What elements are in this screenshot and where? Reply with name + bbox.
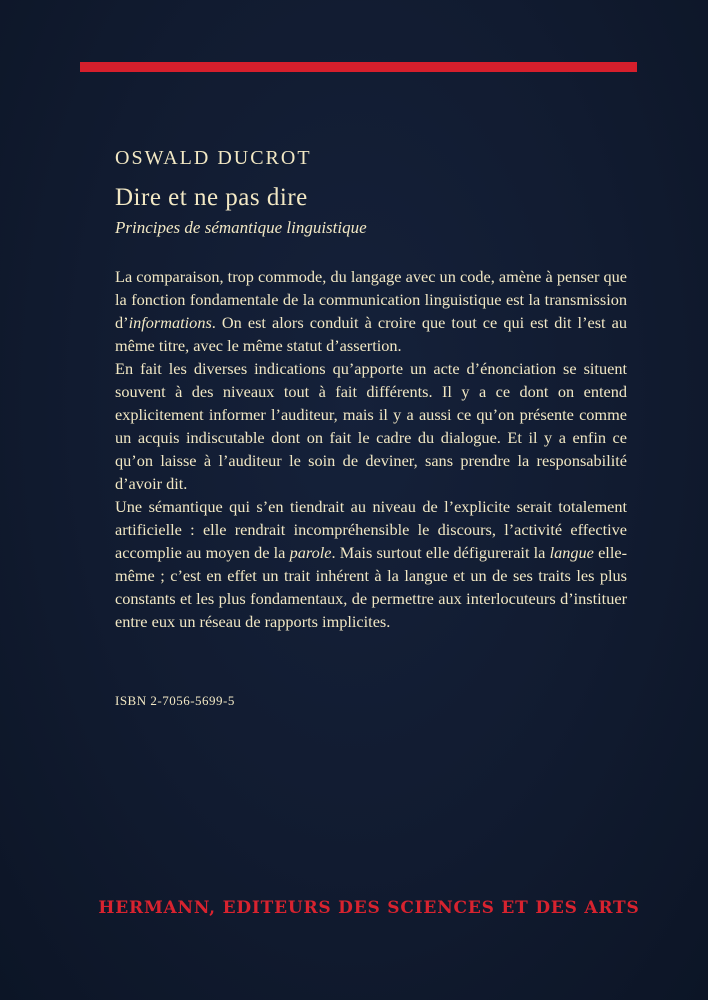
blurb-text-segment: . On est alors conduit à croire que tout ce qui est dit l’est au même titre, avec le même statut d’assertion. xyxy=(115,313,627,355)
blurb-text-segment: . Mais surtout elle défigurerait la xyxy=(331,543,550,562)
blurb-text-segment: elle-même ; c’est en effet un trait inhérent à la langue et un de ses traits les plus constants et les plus fondamentaux, de permettre aux interlocuteurs d’instituer entre eux un réseau de rapports implicites. xyxy=(115,543,628,631)
blurb-text-segment: En fait les diverses indications qu’apporte un acte d’énonciation se situent souvent à des niveaux tout à fait différents. Il y a ce dont on entend explicitement informer l’auditeur, mais il y a aussi ce qu’on présente comme un acquis indiscutable dont on fait le cadre du dialogue. Et il y a enfin ce qu’on laisse à l’auditeur le soin de deviner, sans prendre la responsabilité d’avoir dit. xyxy=(115,359,627,493)
blurb-paragraph xyxy=(115,357,627,495)
blurb-text xyxy=(115,265,627,633)
publisher-name: HERMANN, EDITEURS DES SCIENCES ET DES ARTS xyxy=(98,898,640,918)
blurb-italic-term: informations xyxy=(128,313,212,332)
blurb-italic-term: parole xyxy=(289,543,332,562)
blurb-text-segment: La comparaison, trop commode, du langage avec un code, amène à penser que la fonction fondamentale de la communication linguistique est la transmission d’ xyxy=(115,267,627,332)
author-name: OSWALD DUCROT xyxy=(115,147,312,169)
blurb-paragraph xyxy=(115,265,627,357)
blurb-paragraph xyxy=(115,495,627,633)
book-subtitle: Principes de sémantique linguistique xyxy=(115,218,367,237)
red-top-rule xyxy=(80,62,637,72)
blurb-italic-term: langue xyxy=(549,543,594,562)
isbn-number: ISBN 2-7056-5699-5 xyxy=(115,693,235,708)
blurb-text-segment: Une sémantique qui s’en tiendrait au niveau de l’explicite serait totalement artificielle : elle rendrait incompréhensible le discours, l’activité effective accomplie au moyen de la xyxy=(115,497,627,562)
book-title: Dire et ne pas dire xyxy=(115,184,308,211)
